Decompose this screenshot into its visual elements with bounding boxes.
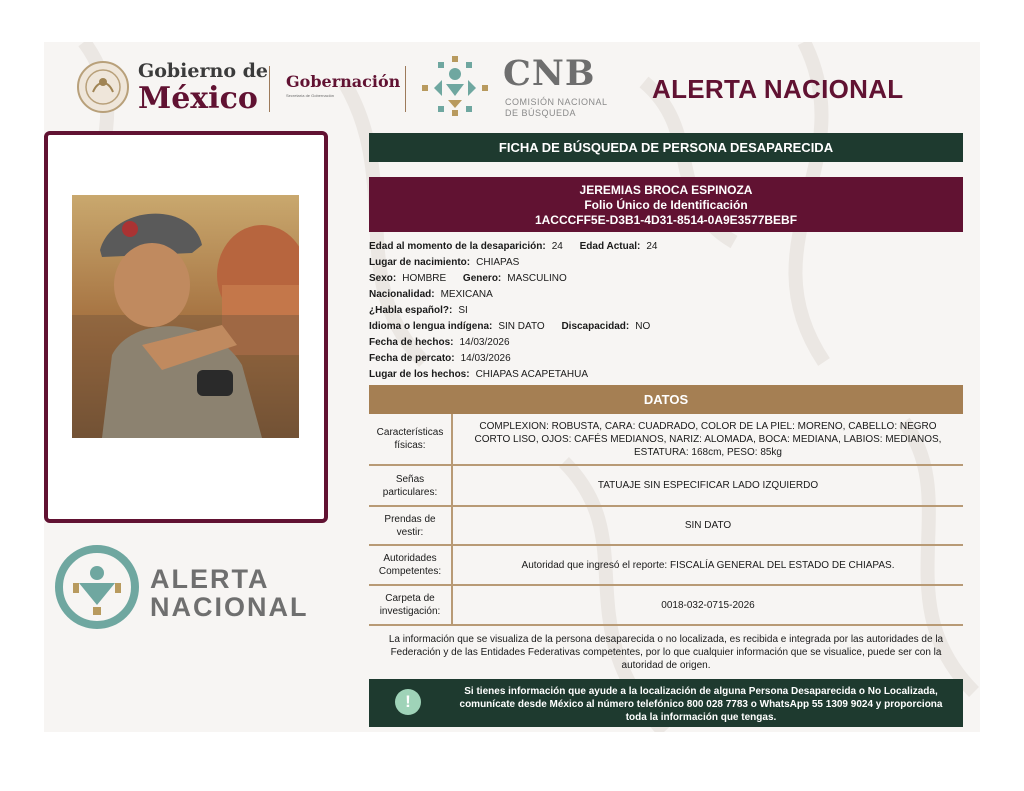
cnb-wordmark: CNB [503,53,596,94]
discapacidad-label: Discapacidad: [561,321,630,332]
edad-desaparicion-value: 24 [551,241,563,252]
alerta-nacional-logo-icon [55,545,139,629]
exclamation-icon: ! [395,689,421,715]
info-row [369,303,672,319]
table-row [369,466,963,507]
contact-banner [369,679,963,727]
folio-value: 1ACCCFF5E-D3B1-4D31-8514-0A9E3577BEBF [534,213,798,227]
disclaimer-text: La información que se visualiza de la persona desaparecida o no localizada, es recibida e integrada por las autoridades de la Federación y de las Entidades Federativas competentes, por lo que cualquier información que se visualice, puede ser con la autoridad de origen. [388,634,944,671]
info-row [369,335,672,351]
table-row-value: SIN DATO [684,520,732,531]
table-row [369,586,963,626]
table-row [369,414,963,466]
person-info [369,239,672,383]
fecha-percato-label: Fecha de percato: [369,353,455,364]
info-row [369,319,672,335]
alerta-nacional-line1: ALERTA [150,564,270,594]
gobierno-de-mexico-logo [138,62,268,114]
alerta-nacional-line2: NACIONAL [150,592,309,622]
genero-value: MASCULINO [507,273,567,284]
table-row-value: TATUAJE SIN ESPECIFICAR LADO IZQUIERDO [597,480,819,491]
cnb-subtitle [505,97,608,119]
alert-title: ALERTA NACIONAL [652,74,904,104]
gobierno-line1: Gobierno de [138,60,268,82]
folio-label: Folio Único de Identificación [584,198,748,212]
mexico-seal-logo [76,58,130,116]
table-row [369,546,963,586]
person-name: JEREMIAS BROCA ESPINOZA [579,183,753,197]
edad-desaparicion-label: Edad al momento de la desaparición: [369,241,546,252]
table-row-label: Carpeta de investigación: [369,586,453,624]
edad-actual-value: 24 [646,241,658,252]
discapacidad-value: NO [635,321,651,332]
habla-espanol-label: ¿Habla español?: [369,305,453,316]
table-row-label: Señas particulares: [369,466,453,505]
nacionalidad-value: MEXICANA [440,289,493,300]
edad-actual-label: Edad Actual: [579,241,641,252]
table-row-value: COMPLEXION: ROBUSTA, CARA: CUADRADO, COLOR DE LA PIEL: MORENO, CABELLO: NEGRO CORTO LISO, OJOS: CAFÉS MEDIANOS, NARIZ: ALOMADA, BOCA: MEDIANA, LABIOS: MEDIANOS, ESTATURA: 168cm, PESO: 85kg [474,420,942,458]
sexo-value: HOMBRE [402,273,447,284]
table-row-label: Prendas de vestir: [369,507,453,544]
info-row [369,271,672,287]
info-row [369,239,672,255]
info-row [369,255,672,271]
fecha-percato-value: 14/03/2026 [460,353,511,364]
table-row-label: Características físicas: [369,414,453,464]
habla-espanol-value: SI [458,305,468,316]
info-row [369,351,672,367]
lugar-nacimiento-value: CHIAPAS [476,257,520,268]
datos-title: DATOS [369,385,963,414]
lugar-hechos-value: CHIAPAS ACAPETAHUA [475,369,589,380]
idioma-label: Idioma o lengua indígena: [369,321,493,332]
contact-message: Si tienes información que ayude a la localización de alguna Persona Desaparecida o No Localizada, comunícate desde México al número telefónico 800 028 7783 o WhatsApp 55 1309 9024 y proporciona toda la información que tengas. [459,686,943,723]
genero-label: Genero: [462,273,502,284]
fecha-hechos-value: 14/03/2026 [459,337,510,348]
cnb-logo-icon [418,52,492,124]
ficha-title: FICHA DE BÚSQUEDA DE PERSONA DESAPARECIDA [369,133,963,162]
idioma-value: SIN DATO [498,321,545,332]
header-divider [405,66,406,112]
fecha-hechos-label: Fecha de hechos: [369,337,454,348]
header-divider [269,66,270,112]
table-row-label: Autoridades Competentes: [369,546,453,584]
person-header [369,177,963,232]
info-row [369,367,672,383]
cnb-subtitle-line2: DE BÚSQUEDA [505,108,577,118]
table-row-value: 0018-032-0715-2026 [661,599,755,611]
table-row-value: Autoridad que ingresó el reporte: FISCALÍA GENERAL DEL ESTADO DE CHIAPAS. [521,559,895,571]
sexo-label: Sexo: [369,273,397,284]
alerta-nacional-wordmark [150,565,309,621]
gobernacion-logo: Gobernación [286,72,401,91]
cnb-subtitle-line1: COMISIÓN NACIONAL [505,97,608,107]
table-row [369,507,963,546]
missing-person-photo [72,195,299,438]
gobernacion-subtitle: Secretaría de Gobernación [286,93,335,98]
datos-table [369,414,963,626]
nacionalidad-label: Nacionalidad: [369,289,435,300]
info-row [369,287,672,303]
gobierno-line2: México [138,81,258,116]
lugar-nacimiento-label: Lugar de nacimiento: [369,257,471,268]
lugar-hechos-label: Lugar de los hechos: [369,369,470,380]
